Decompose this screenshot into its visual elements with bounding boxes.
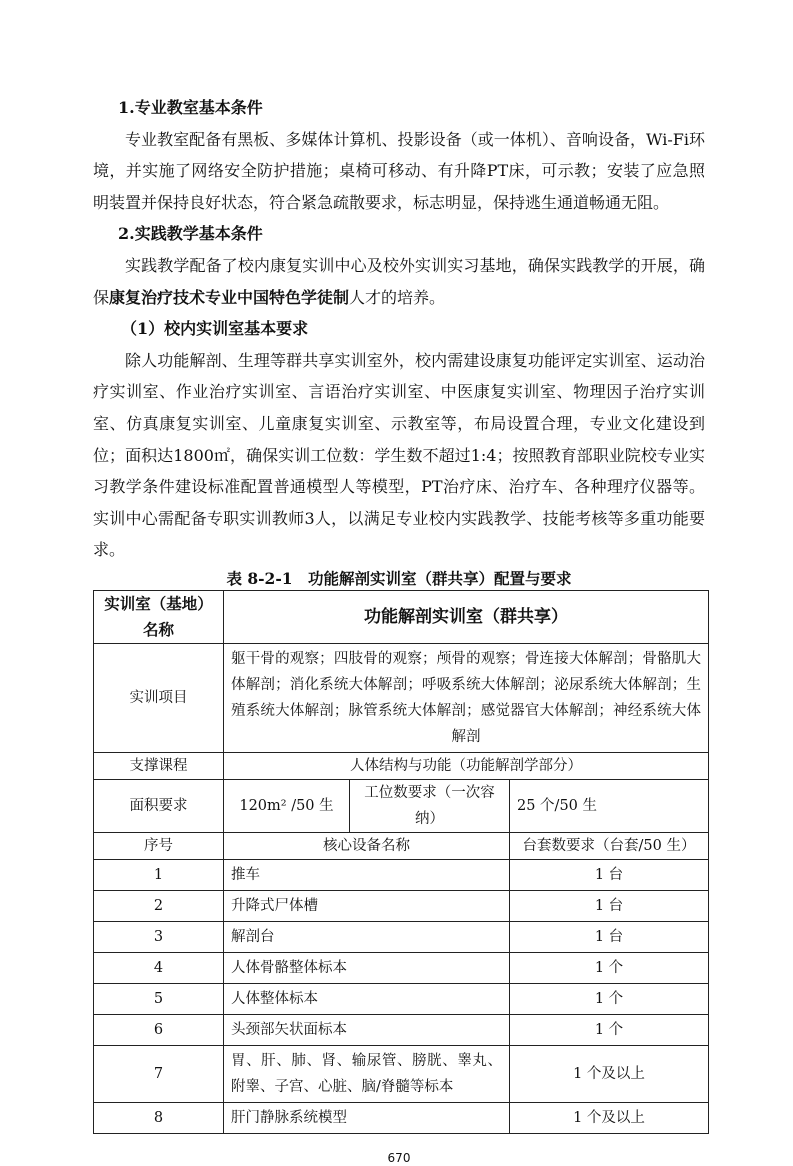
table-row — [94, 859, 709, 890]
paragraph — [93, 250, 705, 313]
paragraph-text: 实践教学配备了校内康复实训中心及校外实训实习基地，确保实践教学的开展，确保 — [93, 255, 705, 307]
equipment-name: 人体骨骼整体标本 — [224, 952, 510, 983]
equipment-table — [93, 590, 709, 1134]
section-heading: 1.专业教室基本条件 — [118, 98, 263, 117]
items-value — [224, 643, 709, 752]
equipment-name: 升降式尸体槽 — [224, 890, 510, 921]
equipment-name: 胃、肝、肺、肾、输尿管、膀胱、睾丸、附睾、子宫、心脏、脑/脊髓等标本 — [224, 1045, 510, 1102]
table-row — [94, 779, 709, 832]
col-header-qty: 台套数要求（台套/50 生） — [510, 832, 709, 859]
name-value: 功能解剖实训室（群共享） — [224, 590, 709, 643]
row-number: 8 — [94, 1102, 224, 1133]
equipment-name: 推车 — [224, 859, 510, 890]
course-label: 支撑课程 — [94, 752, 224, 779]
section-heading: 2.实践教学基本条件 — [118, 224, 263, 244]
area-label: 面积要求 — [94, 779, 224, 832]
subsection-heading: （1）校内实训室基本要求 — [121, 319, 309, 339]
document-body — [93, 92, 705, 566]
quantity: 1 个及以上 — [510, 1102, 709, 1133]
row-number: 2 — [94, 890, 224, 921]
table-caption: 表 8-2-1 功能解剖实训室（群共享）配置与要求 — [226, 568, 572, 588]
equipment-name: 头颈部矢状面标本 — [224, 1014, 510, 1045]
row-number: 1 — [94, 859, 224, 890]
quantity: 1 台 — [510, 921, 709, 952]
area-value: 120m² /50 生 — [224, 779, 350, 832]
equipment-name: 解剖台 — [224, 921, 510, 952]
table-row — [94, 1045, 709, 1102]
station-value: 25 个/50 生 — [510, 779, 709, 832]
paragraph: 专业教室配备有黑板、多媒体计算机、投影设备（或一体机）、音响设备，Wi-Fi环境，并实施了网络安全防护措施；桌椅可移动、有升降PT床，可示教；安装了应急照明装置并保持良好状态，符合紧急疏散要求，标志明显，保持逃生通道畅通无阻。 — [93, 129, 705, 212]
row-number: 4 — [94, 952, 224, 983]
table-row — [94, 590, 709, 643]
paragraph: 除人功能解剖、生理等群共享实训室外，校内需建设康复功能评定实训室、运动治疗实训室、作业治疗实训室、言语治疗实训室、中医康复实训室、物理因子治疗实训室、仿真康复实训室、儿童康复实训室、示教室等，布局设置合理，专业文化建设到位；面积达1800㎡，确保实训工位数：学生数不超过1:4；按照教育部职业院校专业实习教学条件建设标准配置普通模型人等模型，PT治疗床、治疗车、各种理疗仪器等。实训中心需配备专职实训教师3人，以满足专业校内实践教学、技能考核等多重功能要求。 — [93, 350, 705, 560]
table-row — [94, 890, 709, 921]
course-value: 人体结构与功能（功能解剖学部分） — [224, 752, 709, 779]
paragraph-text: 人才的培养。 — [349, 287, 446, 307]
quantity: 1 个 — [510, 952, 709, 983]
station-label: 工位数要求（一次容纳） — [350, 779, 510, 832]
row-number: 7 — [94, 1045, 224, 1102]
col-header-no: 序号 — [94, 832, 224, 859]
table-row — [94, 1014, 709, 1045]
quantity: 1 个 — [510, 1014, 709, 1045]
page-number: 670 — [387, 1150, 411, 1165]
table-row — [94, 1102, 709, 1133]
col-header-name: 核心设备名称 — [224, 832, 510, 859]
items-label: 实训项目 — [94, 643, 224, 752]
quantity: 1 台 — [510, 859, 709, 890]
table-row — [94, 643, 709, 752]
row-number: 6 — [94, 1014, 224, 1045]
table-row — [94, 752, 709, 779]
quantity: 1 个及以上 — [510, 1045, 709, 1102]
row-number: 5 — [94, 983, 224, 1014]
quantity: 1 台 — [510, 890, 709, 921]
table-row — [94, 921, 709, 952]
table-row — [94, 952, 709, 983]
name-label: 实训室（基地）名称 — [94, 590, 224, 643]
table-row — [94, 983, 709, 1014]
table-header-row — [94, 832, 709, 859]
items-text: 躯干骨的观察；四肢骨的观察；颅骨的观察；骨连接大体解剖；骨骼肌大体解剖；消化系统大体解剖；呼吸系统大体解剖；泌尿系统大体解剖；生殖系统大体解剖；脉管系统大体解剖；感觉器官大体解剖；神经系统大体解剖 — [231, 650, 701, 745]
equipment-name: 人体整体标本 — [224, 983, 510, 1014]
quantity: 1 个 — [510, 983, 709, 1014]
emphasis-text: 康复治疗技术专业中国特色学徒制 — [109, 287, 350, 307]
row-number: 3 — [94, 921, 224, 952]
equipment-name: 肝门静脉系统模型 — [224, 1102, 510, 1133]
